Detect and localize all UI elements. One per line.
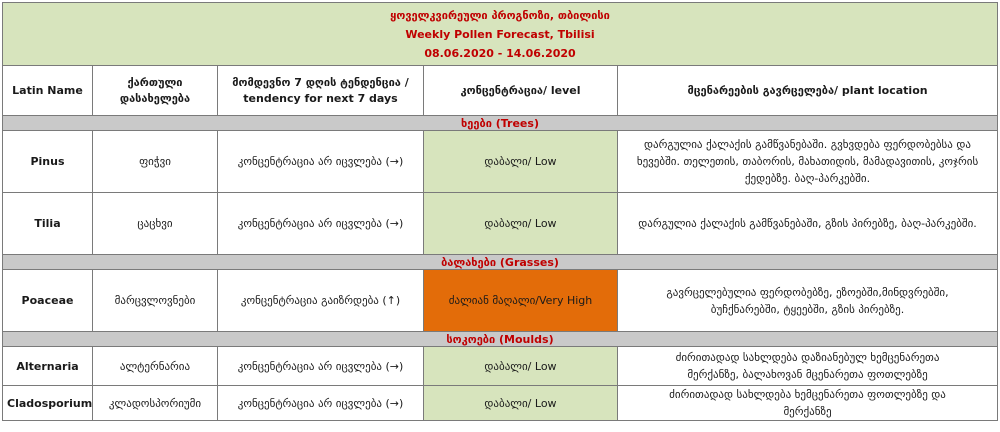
tendency-cell: კონცენტრაცია არ იცვლება (→) — [218, 131, 424, 193]
tendency-cell: კონცენტრაცია არ იცვლება (→) — [218, 347, 424, 386]
georgian-name-cell: მარცვლოვნები — [93, 270, 218, 332]
location-cell — [618, 193, 998, 255]
title-english: Weekly Pollen Forecast, Tbilisi — [405, 27, 595, 41]
location-line: გავრცელებულია ფერდობებზე, ეზოებში,მინდვრებში, — [666, 285, 949, 299]
column-header-georgian-line2: დასახელება — [119, 91, 191, 105]
latin-name-cell: Pinus — [3, 131, 93, 193]
latin-name-cell: Tilia — [3, 193, 93, 255]
table-row — [3, 347, 998, 386]
location-cell — [618, 347, 998, 386]
level-cell: დაბალი/ Low — [424, 193, 618, 255]
level-cell: დაბალი/ Low — [424, 386, 618, 421]
column-header-tendency — [218, 66, 424, 116]
table-row — [3, 270, 998, 332]
column-header-georgian — [93, 66, 218, 116]
table-row — [3, 131, 998, 193]
pollen-forecast-table — [2, 2, 998, 421]
location-cell — [618, 131, 998, 193]
location-line: ძირითადად სახლდება ხემცენარეთა ფოთლებზე და — [669, 388, 946, 401]
column-header-georgian-line1: ქართული — [127, 75, 183, 89]
table-row — [3, 193, 998, 255]
georgian-name-cell: ფიჭვი — [93, 131, 218, 193]
level-cell: დაბალი/ Low — [424, 347, 618, 386]
section-label-grasses: ბალახები (Grasses) — [3, 255, 998, 270]
level-cell: ძალიან მაღალი/Very High — [424, 270, 618, 332]
location-cell — [618, 386, 998, 421]
tendency-cell: კონცენტრაცია გაიზრდება (↑) — [218, 270, 424, 332]
tendency-cell: კონცენტრაცია არ იცვლება (→) — [218, 386, 424, 421]
date-range: 08.06.2020 - 14.06.2020 — [424, 46, 576, 60]
title-row — [3, 3, 998, 66]
location-line: ძირითადად სახლდება დაზიანებულ ხემცენარეთა — [675, 351, 940, 364]
location-line: დარგულია ქალაქის გამწვანებაში. გვხვდება ფერდობებსა და — [644, 138, 971, 151]
section-row-trees — [3, 116, 998, 131]
georgian-name-cell: ალტერნარია — [93, 347, 218, 386]
latin-name-cell: Cladosporium — [3, 386, 93, 421]
latin-name-cell: Poaceae — [3, 270, 93, 332]
latin-name-cell: Alternaria — [3, 347, 93, 386]
table-title — [3, 3, 998, 66]
column-header-location: მცენარეების გავრცელება/ plant location — [618, 66, 998, 116]
location-line: ქედებზე. ბაღ-პარკებში. — [744, 172, 871, 185]
column-header-tendency-line1: მომდევნო 7 დღის ტენდენცია / — [232, 75, 409, 89]
level-cell: დაბალი/ Low — [424, 131, 618, 193]
location-line: მერქანზე — [783, 405, 832, 418]
table-row — [3, 386, 998, 421]
column-header-tendency-line2: tendency for next 7 days — [243, 91, 398, 105]
column-header-row — [3, 66, 998, 116]
section-label-trees: ხეები (Trees) — [3, 116, 998, 131]
location-cell — [618, 270, 998, 332]
location-line: მერქანზე, ბალახოვან მცენარეთა ფოთლებზე — [687, 368, 928, 381]
column-header-latin: Latin Name — [3, 66, 93, 116]
section-row-grasses — [3, 255, 998, 270]
section-label-moulds: სოკოები (Moulds) — [3, 332, 998, 347]
column-header-level: კონცენტრაცია/ level — [424, 66, 618, 116]
location-line: დარგულია ქალაქის გამწვანებაში, გზის პირებზე, ბაღ-პარკებში. — [638, 217, 977, 230]
georgian-name-cell: კლადოსპორიუმი — [93, 386, 218, 421]
tendency-cell: კონცენტრაცია არ იცვლება (→) — [218, 193, 424, 255]
location-line: ხევებში. თელეთის, თაბორის, მახათიდის, მამადავითის, კოჯრის — [636, 155, 979, 168]
location-line: ბუჩქნარებში, ტყეებში, გზის პირებზე. — [710, 302, 905, 316]
title-georgian: ყოველკვირეული პროგნოზი, თბილისი — [390, 8, 610, 22]
georgian-name-cell: ცაცხვი — [93, 193, 218, 255]
section-row-moulds — [3, 332, 998, 347]
